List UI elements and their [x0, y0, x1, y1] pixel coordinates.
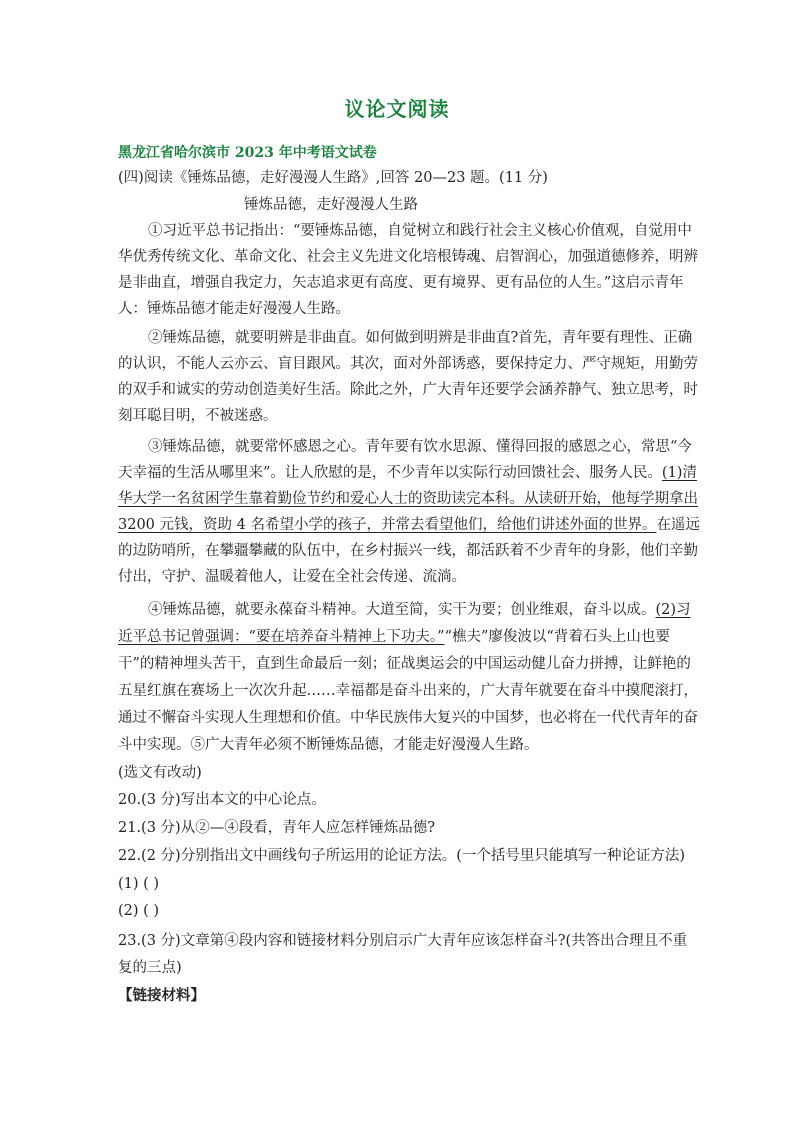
p4-line-1 — [148, 600, 691, 620]
p3-line-2-text: 天幸福的生活从哪里来”。让人欣慰的是，不少青年以实际行动回馈社会、服务人民。 — [118, 465, 662, 481]
underlined-sentence-1-middle: 华大学一名贫困学生靠着勤俭节约和爱心人士的资助读完本科。从读研开始，他每学期拿出 — [118, 491, 698, 507]
p1-line-2: 华优秀传统文化、革命文化、社会主义先进文化培根铸魂、启智润心，加强道德修养，明辨 — [118, 249, 698, 265]
p4-line-3: 干”的精神埋头苦干，直到生命最后一刻；征战奥运会的中国运动健儿奋力拼搏，让鲜艳的 — [118, 656, 691, 672]
p4-line-2-text: “樵夫”廖俊波以“背着石头上山也要 — [444, 629, 670, 645]
underlined-sentence-1-start: (1)清 — [661, 465, 697, 481]
p3-line-4 — [118, 515, 700, 535]
p1-line-4: 人：锤炼品德才能走好漫漫人生路。 — [118, 301, 350, 317]
answer-blank-1: (1) ( ) — [118, 876, 160, 892]
exam-source: 黑龙江省哈尔滨市 2023 年中考语文试卷 — [118, 145, 377, 161]
question-23: 23.(3 分)文章第④段内容和链接材料分别启示广大青年应该怎样奋斗?(共答出合理且不重 — [118, 933, 688, 949]
underlined-sentence-2-end: 近平总书记曾强调：“要在培养奋斗精神上下功夫。” — [118, 629, 445, 645]
page-title: 议论文阅读 — [344, 97, 450, 121]
p2-line-2: 的认识，不能人云亦云、盲目跟风。其次，面对外部诱惑，要保持定力、严守规矩，用勤劳 — [118, 356, 698, 372]
p4-line-1-text: ④锤炼品德，就要永葆奋斗精神。大道至简，实干为要；创业维艰，奋斗以成。 — [148, 602, 656, 618]
link-material-label: 【链接材料】 — [118, 987, 205, 1004]
question-21: 21.(3 分)从②—④段看，青年人应怎样锤炼品德? — [118, 820, 435, 836]
question-23-cont: 复的三点) — [118, 960, 182, 976]
question-20: 20.(3 分)写出本文的中心论点。 — [118, 792, 326, 808]
p3-line-4-text: 在遥远 — [656, 517, 700, 533]
p3-line-2 — [118, 463, 697, 483]
underlined-sentence-2-start: (2)习 — [655, 602, 691, 618]
p2-line-4: 刻耳聪目明，不被迷惑。 — [118, 408, 278, 424]
edit-note: (选文有改动) — [118, 765, 202, 781]
article-title: 锤炼品德，走好漫漫人生路 — [244, 197, 418, 213]
p2-line-1: ②锤炼品德，就要明辨是非曲直。如何做到明辨是非曲直?首先，青年要有理性、正确 — [148, 330, 693, 346]
underlined-sentence-1-end: 3200 元钱，资助 4 名希望小学的孩子，并常去看望他们，给他们讲述外面的世界。 — [118, 517, 657, 533]
question-22: 22.(2 分)分别指出文中画线句子所运用的论证方法。(一个括号里只能填写一种论证方法) — [118, 848, 686, 864]
p4-line-2 — [118, 627, 670, 647]
p4-line-5: 通过不懈奋斗实现人生理想和价值。中华民族伟大复兴的中国梦，也必将在一代代青年的奋 — [118, 710, 698, 726]
p1-line-1: ①习近平总书记指出：“要锤炼品德，自觉树立和践行社会主义核心价值观，自觉用中 — [148, 223, 692, 239]
p3-line-1: ③锤炼品德，就要常怀感恩之心。青年要有饮水思源、懂得回报的感恩之心，常思“今 — [148, 439, 692, 455]
p1-line-3: 是非曲直，增强自我定力，矢志追求更有高度、更有境界、更有品位的人生。”这启示青年 — [118, 275, 684, 291]
p3-line-5: 的边防哨所，在攀疆攀藏的队伍中，在乡村振兴一线，都活跃着不少青年的身影，他们辛勤 — [118, 543, 698, 559]
p4-line-6: 斗中实现。⑤广大青年必须不断锤炼品德，才能走好漫漫人生路。 — [118, 737, 539, 753]
section-intro: (四)阅读《锤炼品德，走好漫漫人生路》,回答 20—23 题。(11 分) — [118, 170, 548, 186]
p4-line-4: 五星红旗在赛场上一次次升起……幸福都是奋斗出来的，广大青年就要在奋斗中摸爬滚打， — [118, 683, 698, 699]
p3-line-6: 付出，守护、温暖着他人，让爱在全社会传递、流淌。 — [118, 569, 466, 585]
p2-line-3: 的双手和诚实的劳动创造美好生活。除此之外，广大青年还要学会涵养静气、独立思考，时 — [118, 382, 698, 398]
answer-blank-2: (2) ( ) — [118, 903, 160, 919]
